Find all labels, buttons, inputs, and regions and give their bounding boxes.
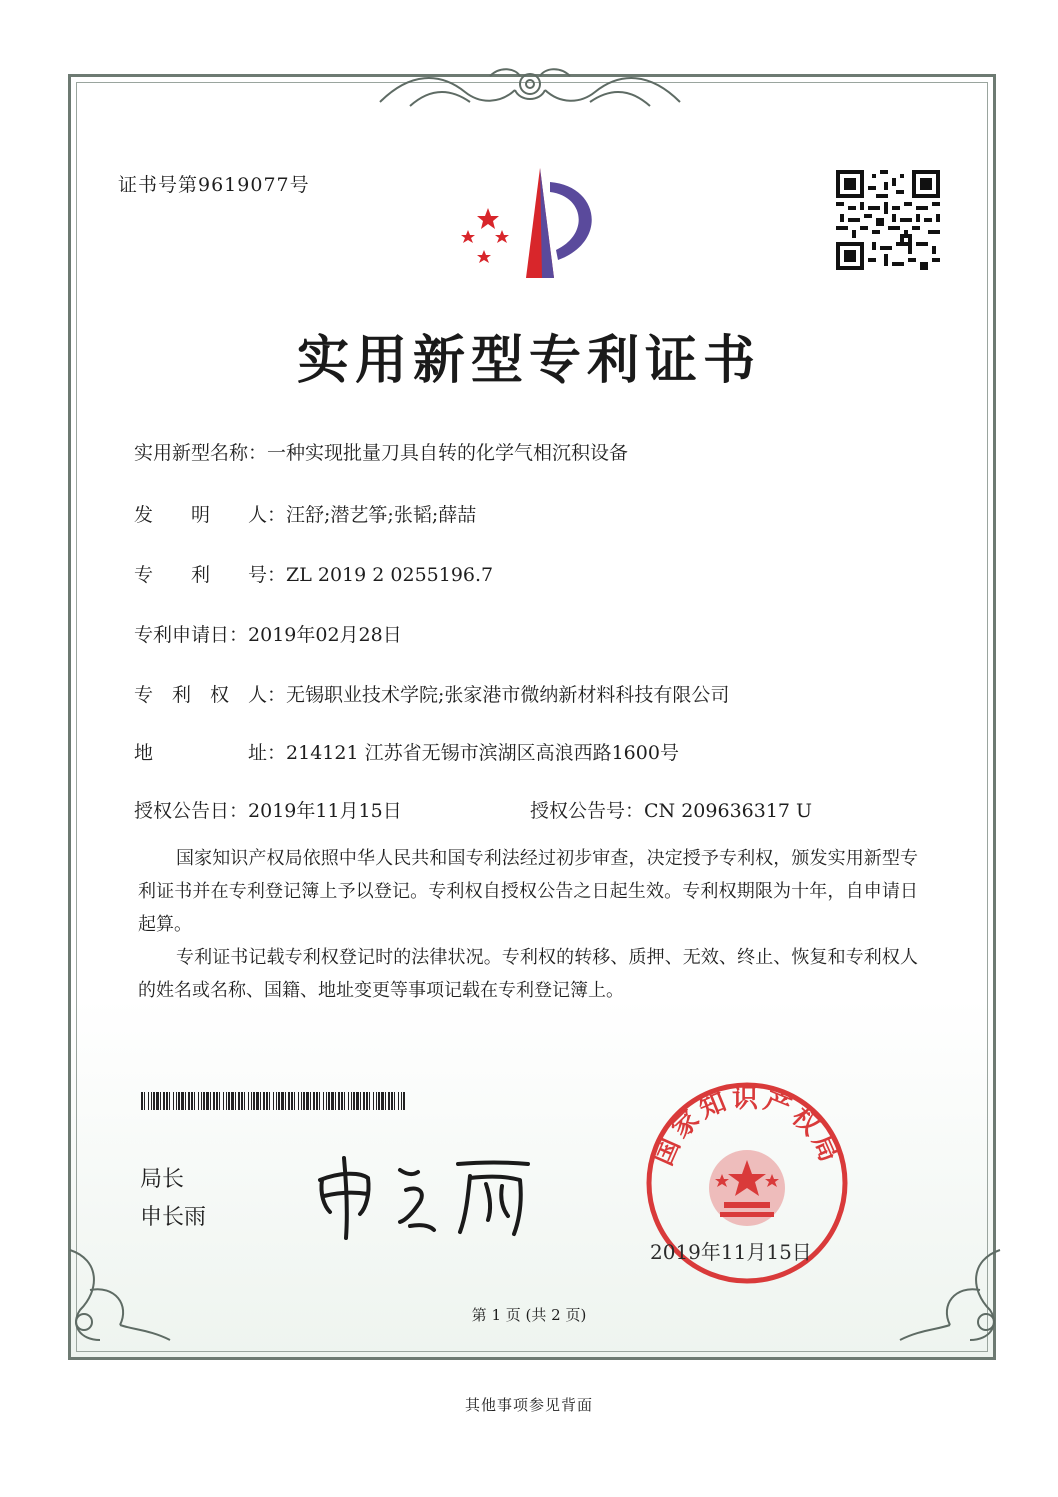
field-label: 地 址： <box>134 742 287 764</box>
field-value: 2019年02月28日 <box>248 624 402 646</box>
field-inventors <box>134 500 476 527</box>
director-name: 申长雨 <box>140 1205 207 1230</box>
field-grant-date <box>134 796 402 823</box>
body-paragraph-1: 国家知识产权局依照中华人民共和国专利法经过初步审查，决定授予专利权，颁发实用新型专利证书并在专利登记簿上予以登记。专利权自授权公告之日起生效。专利权期限为十年，自申请日起算。 <box>138 848 918 935</box>
footer-note: 其他事项参见背面 <box>464 1396 593 1414</box>
signature-icon <box>310 1150 540 1240</box>
seal-date: 2019年11月15日 <box>650 1240 812 1264</box>
field-value: 无锡职业技术学院;张家港市微纳新材料科技有限公司 <box>286 684 730 706</box>
certificate-number: 证书号第9619077号 <box>118 174 310 196</box>
director-title: 局长 <box>140 1167 185 1192</box>
grant-date-label: 授权公告日： <box>134 800 249 822</box>
qr-code-icon <box>836 170 940 270</box>
field-address <box>134 738 679 765</box>
cnipa-logo-icon <box>450 168 610 286</box>
field-value: 214121 江苏省无锡市滨湖区高浪西路1600号 <box>286 742 679 764</box>
field-utility-model-name <box>134 438 628 465</box>
bottom-left-ornament <box>60 1230 180 1350</box>
field-label: 实用新型名称： <box>134 442 268 464</box>
page-number: 第 1 页 (共 2 页) <box>471 1306 587 1324</box>
field-patent-number <box>134 560 493 587</box>
field-grant-number <box>530 796 812 823</box>
field-patentee <box>134 680 729 707</box>
certificate-title: 实用新型专利证书 <box>296 330 761 391</box>
field-application-date <box>134 620 402 647</box>
grant-date-value: 2019年11月15日 <box>248 800 402 822</box>
field-value: 一种实现批量刀具自转的化学气相沉积设备 <box>267 442 629 464</box>
body-paragraph-2: 专利证书记载专利权登记时的法律状况。专利权的转移、质押、无效、终止、恢复和专利权人的姓名或名称、国籍、地址变更等事项记载在专利登记簿上。 <box>138 947 918 1001</box>
top-ornament <box>370 62 690 118</box>
bottom-right-ornament <box>890 1230 1010 1350</box>
barcode-icon <box>141 1092 407 1110</box>
grant-number-value: CN 209636317 U <box>644 800 813 822</box>
field-value: ZL 2019 2 0255196.7 <box>286 564 494 586</box>
grant-number-label: 授权公告号： <box>530 800 645 822</box>
field-label: 专 利 号： <box>134 564 287 586</box>
field-label: 发 明 人： <box>134 504 287 526</box>
certificate-body <box>138 842 918 1007</box>
field-label: 专利申请日： <box>134 624 249 646</box>
seal-text: 国家知识产权局 <box>648 1083 846 1170</box>
field-label: 专 利 权 人： <box>134 684 287 706</box>
field-value: 汪舒;潜艺筝;张韬;薛喆 <box>286 504 477 526</box>
